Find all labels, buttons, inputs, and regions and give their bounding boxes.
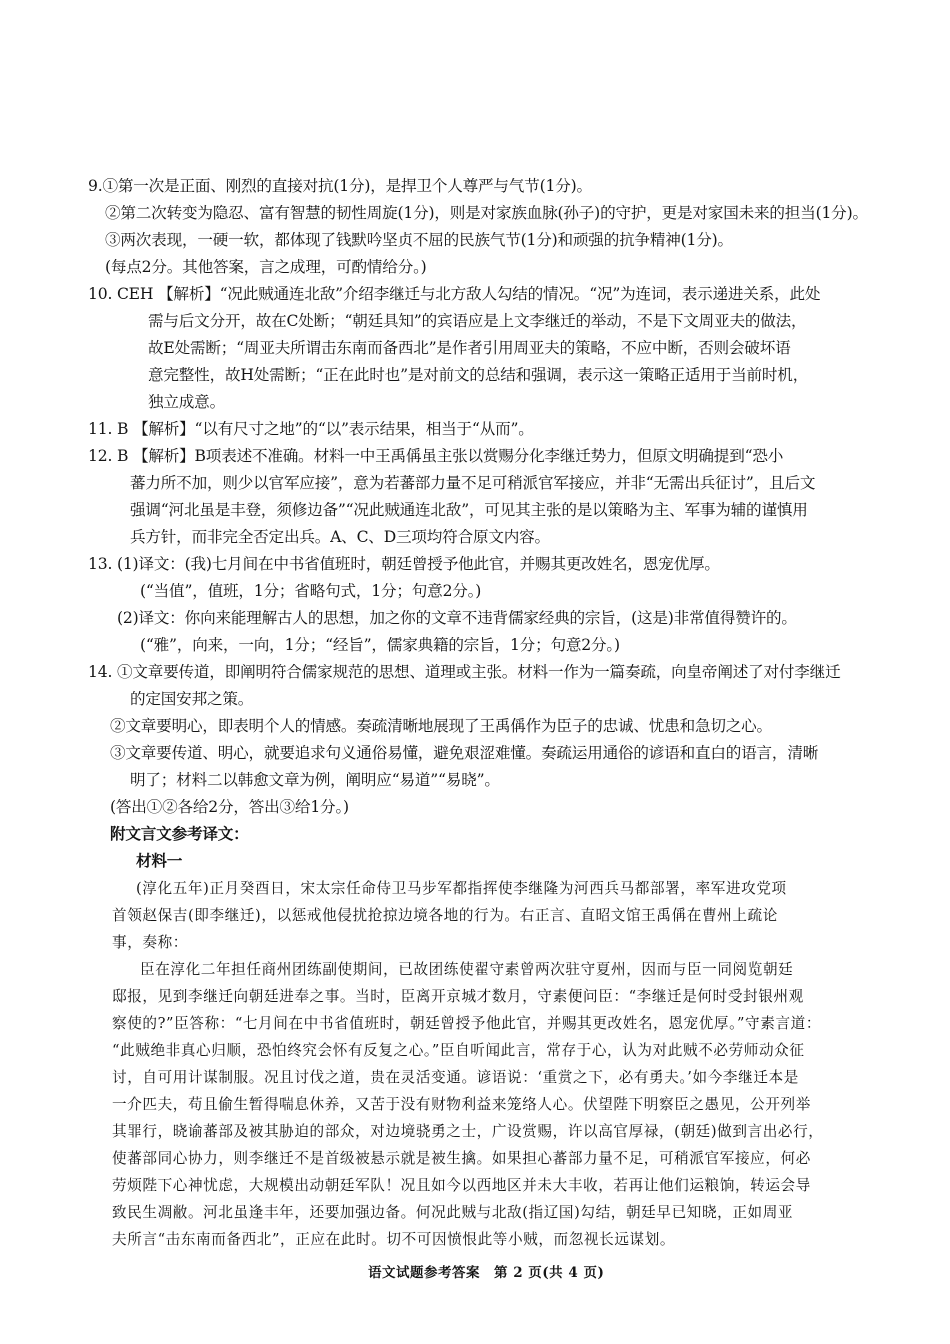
- q11-line-1: 11. B 【解析】“以有尺寸之地”的“以”表示结果，相当于“从而”。: [88, 420, 534, 438]
- q9-point-2: ②第二次转变为隐忍、富有智慧的韧性周旋(1分)，则是对家族血脉(孙子)的守护，更是对家国未来的担当(1分)。: [105, 204, 868, 222]
- q12-line-4: 兵方针，而非完全否定出兵。A、C、D三项均符合原文内容。: [130, 528, 550, 546]
- page-footer: 语文试题参考答案 第 2 页(共 4 页): [368, 1265, 605, 1281]
- q13-scoring-1: (“当值”，值班，1分；省略句式，1分；句意2分。): [140, 582, 482, 600]
- q10-line-2: 需与后文分开，故在C处断；“朝廷具知”的宾语应是上文李继迁的举动，不是下文周亚夫的做法，: [148, 312, 807, 330]
- translation-para2-line: 讨，自可用计谋制服。况且讨伐之道，贵在灵活变通。谚语说：‘重赏之下，必有勇夫。’如今李继迁本是: [112, 1069, 799, 1086]
- translation-para2-line: 察使的?”臣答称：“七月间在中书省值班时，朝廷曾授予他此官，并赐其更改姓名，恩宠优厚。”守素言道：: [112, 1015, 822, 1032]
- q10-line-4: 意完整性，故H处需断；“正在此时也”是对前文的总结和强调，表示这一策略正适用于当前时机，: [148, 366, 809, 384]
- translation-para2-line: 夫所言“击东南而备西北”，正应在此时。切不可因愤恨此等小贼，而忽视长远谋划。: [112, 1231, 676, 1248]
- q12-line-1: 12. B 【解析】B项表述不准确。材料一中王禹偁虽主张以赏赐分化李继迁势力，但原文明确提到“恐小: [88, 447, 784, 465]
- q9-point-3: ③两次表现，一硬一软，都体现了钱默吟坚贞不屈的民族气节(1分)和顽强的抗争精神(1分)。: [105, 231, 733, 249]
- q14-point-1: 14. ①文章要传道，即阐明符合儒家规范的思想、道理或主张。材料一作为一篇奏疏，向皇帝阐述了对付李继迁: [88, 663, 841, 681]
- q12-line-2: 蕃力所不加，则少以官军应接”，意为若蕃部力量不足可稍派官军接应，并非“无需出兵征讨”，且后文: [130, 474, 816, 492]
- translation-para2-line: 臣在淳化二年担任商州团练副使期间，已故团练使翟守素曾两次驻守夏州，因而与臣一同阅览朝廷: [140, 961, 794, 978]
- translation-para1-line: (淳化五年)正月癸酉日，宋太宗任命侍卫马步军都指挥使李继隆为河西兵马都部署，率军进攻党项: [136, 880, 787, 897]
- q10-line-1: 10. CEH 【解析】“况此贼通连北敌”介绍李继迁与北方敌人勾结的情况。“况”为连词，表示递进关系，此处: [88, 285, 821, 303]
- q13-translation-2: (2)译文：你向来能理解古人的思想，加之你的文章不违背儒家经典的宗旨，(这是)非常值得赞许的。: [117, 609, 797, 627]
- q14-point-2: ②文章要明心，即表明个人的情感。奏疏清晰地展现了王禹偁作为臣子的忠诚、忧患和急切之心。: [110, 717, 772, 735]
- q14-scoring-note: (答出①②各给2分，答出③给1分。): [110, 798, 349, 816]
- translation-para2-line: 使蕃部同心协力，则李继迁不是首级被悬示就是被生擒。如果担心蕃部力量不足，可稍派官军接应，何必: [112, 1150, 811, 1167]
- q14-point-3: ③文章要传道、明心，就要追求句义通俗易懂，避免艰涩难懂。奏疏运用通俗的谚语和直白的语言，清晰: [110, 744, 819, 762]
- q13-translation-1: 13. (1)译文：(我)七月间在中书省值班时，朝廷曾授予他此官，并赐其更改姓名，恩宠优厚。: [88, 555, 720, 573]
- material-one-heading: 材料一: [136, 851, 183, 870]
- appendix-title: 附文言文参考译文：: [110, 824, 249, 843]
- translation-para1-line: 首领赵保吉(即李继迁)，以惩戒他侵扰抢掠边境各地的行为。右正言、直昭文馆王禹偁在曹州上疏论: [112, 907, 778, 924]
- translation-para2-line: 一介匹夫，苟且偷生暂得喘息休养，又苦于没有财物利益来笼络人心。伏望陛下明察臣之愚见，公开列举: [112, 1096, 811, 1113]
- q9-scoring-note: (每点2分。其他答案，言之成理，可酌情给分。): [105, 258, 427, 276]
- translation-para2-line: 劳烦陛下心神忧虑，大规模出动朝廷军队！况且如今以西地区并未大丰收，若再让他们运粮饷，转运会导: [112, 1177, 811, 1194]
- translation-para2-line: 邸报，见到李继迁向朝廷进奉之事。当时，臣离开京城才数月，守素便问臣：“李继迁是何时受封银州观: [112, 988, 804, 1005]
- q12-line-3: 强调“河北虽是丰登，须修边备”“况此贼通连北敌”，可见其主张的是以策略为主、军事为辅的谨慎用: [130, 501, 808, 519]
- q14-point-1-cont: 的定国安邦之策。: [130, 690, 254, 708]
- q10-line-5: 独立成意。: [148, 393, 225, 411]
- q10-line-3: 故E处需断；“周亚夫所谓击东南而备西北”是作者引用周亚夫的策略，不应中断，否则会破坏语: [148, 339, 791, 357]
- q13-scoring-2: (“雅”，向来，一向，1分；“经旨”，儒家典籍的宗旨，1分；句意2分。): [140, 636, 620, 654]
- q14-point-3-cont: 明了；材料二以韩愈文章为例，阐明应“易道”“易晓”。: [130, 771, 500, 789]
- q9-point-1: 9.①第一次是正面、刚烈的直接对抗(1分)，是捍卫个人尊严与气节(1分)。: [88, 177, 592, 195]
- translation-para2-line: 其罪行，晓谕蕃部及被其胁迫的部众，对边境骁勇之士，广设赏赐，许以高官厚禄，(朝廷)做到言出必行，: [112, 1123, 824, 1140]
- translation-para1-line: 事，奏称：: [112, 934, 188, 951]
- translation-para2-line: “此贼绝非真心归顺，恐怕终究会怀有反复之心。”臣自听闻此言，常存于心，认为对此贼不必劳师动众征: [112, 1042, 805, 1059]
- translation-para2-line: 致民生凋敝。河北虽逢丰年，还要加强边备。何况此贼与北敌(指辽国)勾结，朝廷早已知晓，正如周亚: [112, 1204, 794, 1221]
